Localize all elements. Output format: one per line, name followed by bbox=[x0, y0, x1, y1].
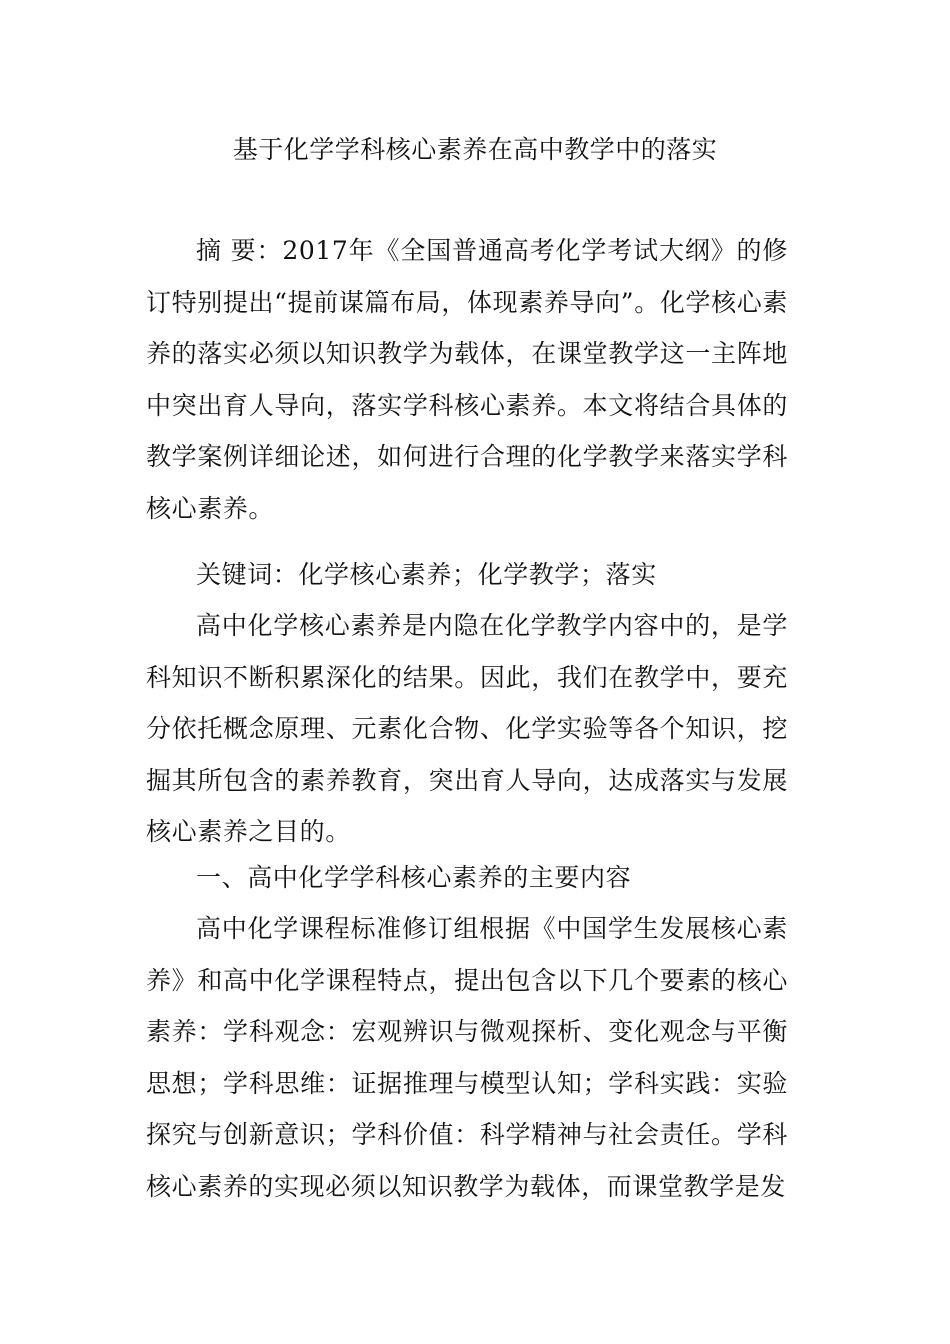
keywords-text: 化学核心素养；化学教学；落实 bbox=[298, 560, 657, 589]
section-one-paragraph: 高中化学课程标准修订组根据《中国学生发展核心素养》和高中化学课程特点，提出包含以下几个要素的核心素养：学科观念：宏观辨识与微观探析、变化观念与平衡思想；学科思维：证据推理与模型认知；学科实践：实验探究与创新意识；学科价值：科学精神与社会责任。学科核心素养的实现必须以知识教学为载体，而课堂教学是发 bbox=[146, 914, 788, 1201]
abstract-label: 摘 要： bbox=[196, 236, 283, 265]
abstract-paragraph bbox=[146, 225, 788, 534]
document-title: 基于化学学科核心素养在高中教学中的落实 bbox=[232, 135, 718, 164]
keywords-paragraph bbox=[146, 549, 788, 601]
keywords-label: 关键词： bbox=[196, 560, 299, 589]
section-one-heading: 一、高中化学学科核心素养的主要内容 bbox=[196, 863, 632, 892]
intro-paragraph: 高中化学核心素养是内隐在化学教学内容中的，是学科知识不断积累深化的结果。因此，我们在教学中，要充分依托概念原理、元素化合物、化学实验等各个知识，挖掘其所包含的素养教育，突出育人导向，达成落实与发展核心素养之目的。 bbox=[146, 611, 788, 846]
abstract-text: 2017年《全国普通高考化学考试大纲》的修订特别提出“提前谋篇布局，体现素养导向”。化学核心素养的落实必须以知识教学为载体，在课堂教学这一主阵地中突出育人导向，落实学科核心素养。本文将结合具体的教学案例详细论述，如何进行合理的化学教学来落实学科核心素养。 bbox=[146, 236, 788, 523]
